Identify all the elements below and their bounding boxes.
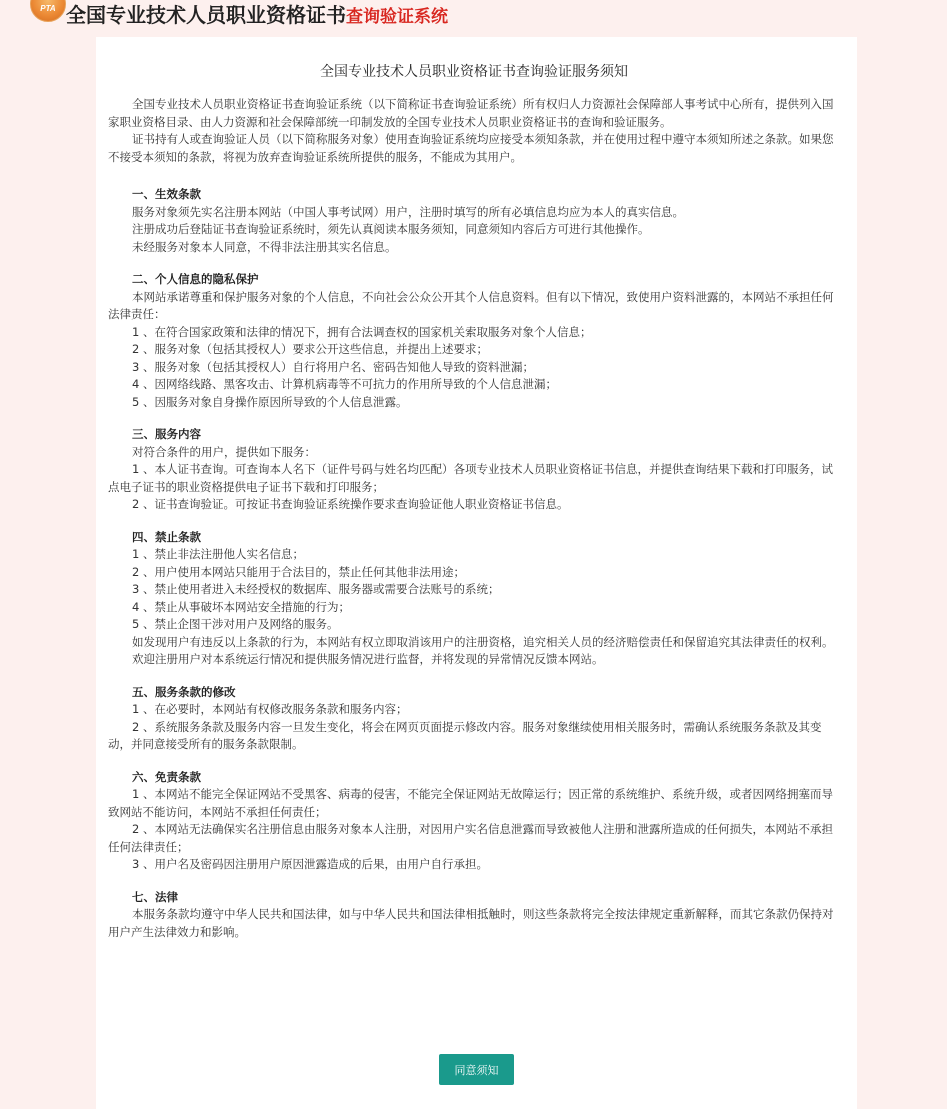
intro-paragraph: 全国专业技术人员职业资格证书查询验证系统（以下简称证书查询验证系统）所有权归人力资源社会保障部人事考试中心所有，提供列入国家职业资格目录、由人力资源和社会保障部统一印制发放的全国专业技术人员职业资格证书的查询和验证服务。 bbox=[108, 97, 834, 129]
logo-text: PTA bbox=[40, 4, 56, 13]
section-item: 注册成功后登陆证书查询验证系统时，须先认真阅读本服务须知，同意须知内容后方可进行其他操作。 bbox=[132, 222, 650, 236]
pta-logo-icon bbox=[30, 0, 66, 22]
section-item: 2 、服务对象（包括其授权人）要求公开这些信息，并提出上述要求； bbox=[132, 342, 488, 356]
section-item: 1 、本人证书查询。可查询本人名下（证件号码与姓名均匹配）各项专业技术人员职业资格证书信息，并提供查询结果下载和打印服务，试点电子证书的职业资格提供电子证书下载和打印服务； bbox=[108, 462, 833, 494]
section-heading: 三、服务内容 bbox=[132, 427, 201, 441]
site-title-main: 全国专业技术人员职业资格证书 bbox=[66, 3, 346, 27]
section-heading: 七、法律 bbox=[132, 889, 178, 904]
section-item: 1 、在必要时，本网站有权修改服务条款和服务内容； bbox=[132, 702, 408, 716]
section-heading: 二、个人信息的隐私保护 bbox=[132, 272, 259, 286]
site-title-subtitle: 查询验证系统 bbox=[346, 7, 448, 27]
notice-title: 全国专业技术人员职业资格证书查询验证服务须知 bbox=[320, 64, 628, 80]
section-item: 本服务条款均遵守中华人民共和国法律，如与中华人民共和国法律相抵触时，则这些条款将完全按法律规定重新解释，而其它条款仍保持对用户产生法律效力和影响。 bbox=[108, 907, 834, 939]
section-item: 1 、本网站不能完全保证网站不受黑客、病毒的侵害，不能完全保证网站无故障运行；因正常的系统维护、系统升级，或者因网络拥塞而导致网站不能访问，本网站不承担任何责任； bbox=[108, 787, 833, 819]
section-item: 2 、系统服务条款及服务内容一旦发生变化，将会在网页页面提示修改内容。服务对象继续使用相关服务时，需确认系统服务条款及其变动，并同意接受所有的服务条款限制。 bbox=[108, 719, 822, 751]
section-item: 2 、用户使用本网站只能用于合法目的，禁止任何其他非法用途； bbox=[132, 564, 465, 579]
notice-panel bbox=[96, 37, 857, 1109]
section-item: 服务对象须先实名注册本网站（中国人事考试网）用户，注册时填写的所有必填信息均应为本人的真实信息。 bbox=[132, 204, 684, 219]
section-heading: 四、禁止条款 bbox=[132, 529, 201, 544]
section-item: 3 、用户名及密码因注册用户原因泄露造成的后果，由用户自行承担。 bbox=[132, 857, 488, 871]
notice-document bbox=[108, 37, 840, 941]
intro-paragraph: 证书持有人或查询验证人员（以下简称服务对象）使用查询验证系统均应接受本须知条款，并在使用过程中遵守本须知所述之条款。如果您不接受本须知的条款，将视为放弃查询验证系统所提供的服务，不能成为其用户。 bbox=[108, 132, 834, 164]
section-item: 对符合条件的用户，提供如下服务： bbox=[132, 444, 316, 459]
section-item: 2 、本网站无法确保实名注册信息由服务对象本人注册，对因用户实名信息泄露而导致被他人注册和泄露所造成的任何损失，本网站不承担任何法律责任； bbox=[108, 822, 833, 854]
site-header bbox=[0, 0, 947, 34]
section-item: 1 、在符合国家政策和法律的情况下，拥有合法调查权的国家机关索取服务对象个人信息； bbox=[132, 324, 592, 339]
section-item: 如发现用户有违反以上条款的行为，本网站有权立即取消该用户的注册资格，追究相关人员的经济赔偿责任和保留追究其法律责任的权利。 bbox=[132, 634, 834, 649]
section-item: 本网站承诺尊重和保护服务对象的个人信息，不向社会公众公开其个人信息资料。但有以下情况，致使用户资料泄露的，本网站不承担任何法律责任： bbox=[108, 289, 834, 321]
section-item: 5 、因服务对象自身操作原因所导致的个人信息泄露。 bbox=[132, 394, 408, 409]
section-item: 5 、禁止企图干涉对用户及网络的服务。 bbox=[132, 617, 339, 631]
section-item: 2 、证书查询验证。可按证书查询验证系统操作要求查询验证他人职业资格证书信息。 bbox=[132, 497, 569, 511]
section-item: 3 、服务对象（包括其授权人）自行将用户名、密码告知他人导致的资料泄漏； bbox=[132, 359, 534, 374]
site-title bbox=[66, 2, 448, 30]
section-item: 3 、禁止使用者进入未经授权的数据库、服务器或需要合法账号的系统； bbox=[132, 582, 500, 596]
section-item: 欢迎注册用户对本系统运行情况和提供服务情况进行监督，并将发现的异常情况反馈本网站。 bbox=[132, 652, 604, 666]
section-item: 4 、禁止从事破坏本网站安全措施的行为； bbox=[132, 599, 350, 614]
section-item: 未经服务对象本人同意，不得非法注册其实名信息。 bbox=[132, 239, 397, 254]
section-item: 1 、禁止非法注册他人实名信息； bbox=[132, 547, 304, 561]
section-item: 4 、因网络线路、黑客攻击、计算机病毒等不可抗力的作用所导致的个人信息泄漏； bbox=[132, 377, 557, 391]
section-heading: 五、服务条款的修改 bbox=[132, 684, 236, 699]
agree-button[interactable]: 同意须知 bbox=[439, 1054, 514, 1085]
button-row bbox=[96, 1054, 857, 1085]
section-heading: 一、生效条款 bbox=[132, 187, 201, 201]
section-heading: 六、免责条款 bbox=[132, 769, 201, 784]
